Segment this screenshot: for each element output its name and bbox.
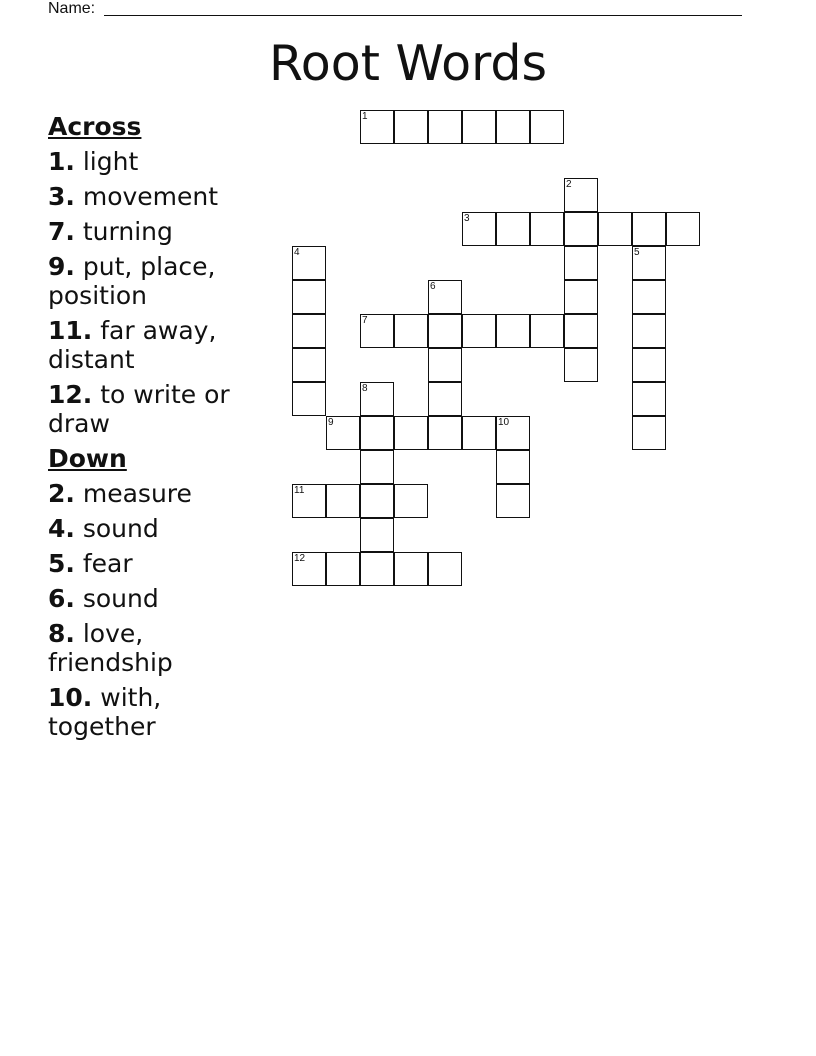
- grid-cell[interactable]: [394, 314, 428, 348]
- grid-cell[interactable]: [496, 450, 530, 484]
- clue-text: far away, distant: [48, 316, 217, 374]
- clue-number: 11.: [48, 316, 93, 345]
- grid-cell[interactable]: [360, 450, 394, 484]
- clue-text: put, place, position: [48, 252, 216, 310]
- grid-cell[interactable]: [564, 280, 598, 314]
- grid-cell[interactable]: [394, 552, 428, 586]
- clue-number: 1.: [48, 147, 75, 176]
- clue-text: sound: [82, 584, 159, 613]
- grid-cell[interactable]: [496, 212, 530, 246]
- grid-cell[interactable]: [632, 348, 666, 382]
- clue-number: 9.: [48, 252, 75, 281]
- cell-number: 5: [634, 247, 640, 258]
- clue-text: turning: [82, 217, 173, 246]
- grid-cell[interactable]: [564, 314, 598, 348]
- grid-cell[interactable]: [462, 314, 496, 348]
- grid-cell[interactable]: [428, 314, 462, 348]
- across-heading: Across: [48, 112, 142, 141]
- grid-cell[interactable]: [292, 280, 326, 314]
- grid-cell[interactable]: [530, 110, 564, 144]
- grid-cell[interactable]: [632, 314, 666, 348]
- grid-cell[interactable]: [496, 484, 530, 518]
- page-title: Root Words: [268, 35, 548, 92]
- clue-number: 6.: [48, 584, 75, 613]
- cell-number: 2: [566, 179, 572, 190]
- grid-cell[interactable]: [632, 246, 666, 280]
- clue-number: 8.: [48, 619, 75, 648]
- clue-number: 2.: [48, 479, 75, 508]
- clue-number: 5.: [48, 549, 75, 578]
- clue-text: fear: [82, 549, 133, 578]
- grid-cell[interactable]: [292, 484, 326, 518]
- grid-cell[interactable]: [428, 552, 462, 586]
- clue-text: movement: [82, 182, 219, 211]
- grid-cell[interactable]: [632, 382, 666, 416]
- grid-cell[interactable]: [292, 348, 326, 382]
- grid-cell[interactable]: [462, 110, 496, 144]
- clue-text: love, friendship: [48, 619, 173, 677]
- grid-cell[interactable]: [666, 212, 700, 246]
- grid-cell[interactable]: [360, 314, 394, 348]
- grid-cell[interactable]: [462, 212, 496, 246]
- grid-cell[interactable]: [394, 110, 428, 144]
- grid-cell[interactable]: [428, 416, 462, 450]
- grid-cell[interactable]: [530, 212, 564, 246]
- grid-cell[interactable]: [632, 212, 666, 246]
- grid-cell[interactable]: [360, 416, 394, 450]
- cell-number: 6: [430, 281, 436, 292]
- clue-number: 3.: [48, 182, 75, 211]
- grid-cell[interactable]: [598, 212, 632, 246]
- grid-cell[interactable]: [360, 382, 394, 416]
- grid-cell[interactable]: [292, 552, 326, 586]
- cell-number: 9: [328, 417, 334, 428]
- grid-cell[interactable]: [360, 552, 394, 586]
- grid-cell[interactable]: [428, 382, 462, 416]
- grid-cell[interactable]: [326, 484, 360, 518]
- cell-number: 3: [464, 213, 470, 224]
- grid-cell[interactable]: [564, 212, 598, 246]
- grid-cell[interactable]: [496, 416, 530, 450]
- clue-text: measure: [82, 479, 192, 508]
- cell-number: 7: [362, 315, 368, 326]
- cell-number: 1: [362, 111, 368, 122]
- clue-text: sound: [82, 514, 159, 543]
- clue-number: 12.: [48, 380, 93, 409]
- grid-cell[interactable]: [326, 552, 360, 586]
- clue-number: 7.: [48, 217, 75, 246]
- grid-cell[interactable]: [292, 314, 326, 348]
- grid-cell[interactable]: [632, 416, 666, 450]
- grid-cell[interactable]: [394, 484, 428, 518]
- grid-cell[interactable]: [360, 110, 394, 144]
- grid-cell[interactable]: [360, 518, 394, 552]
- grid-cell[interactable]: [564, 178, 598, 212]
- name-label: Name:: [48, 0, 96, 17]
- clue-text: to write or draw: [48, 380, 230, 438]
- grid-cell[interactable]: [428, 280, 462, 314]
- grid-cell[interactable]: [462, 416, 496, 450]
- cell-number: 10: [498, 417, 510, 428]
- grid-cell[interactable]: [496, 110, 530, 144]
- grid-cell[interactable]: [326, 416, 360, 450]
- grid-cell[interactable]: [530, 314, 564, 348]
- grid-cell[interactable]: [564, 246, 598, 280]
- grid-cell[interactable]: [292, 382, 326, 416]
- cell-number: 8: [362, 383, 368, 394]
- clue-text: light: [82, 147, 139, 176]
- clue-number: 10.: [48, 683, 93, 712]
- grid-cell[interactable]: [428, 110, 462, 144]
- grid-cell[interactable]: [496, 314, 530, 348]
- cell-number: 4: [294, 247, 300, 258]
- clue-number: 4.: [48, 514, 75, 543]
- cell-number: 11: [294, 485, 305, 496]
- grid-cell[interactable]: [428, 348, 462, 382]
- grid-cell[interactable]: [394, 416, 428, 450]
- grid-cell[interactable]: [632, 280, 666, 314]
- clue-text: with, together: [48, 683, 162, 741]
- grid-cell[interactable]: [292, 246, 326, 280]
- cell-number: 12: [294, 553, 306, 564]
- grid-cell[interactable]: [360, 484, 394, 518]
- down-heading: Down: [48, 444, 127, 473]
- grid-cell[interactable]: [564, 348, 598, 382]
